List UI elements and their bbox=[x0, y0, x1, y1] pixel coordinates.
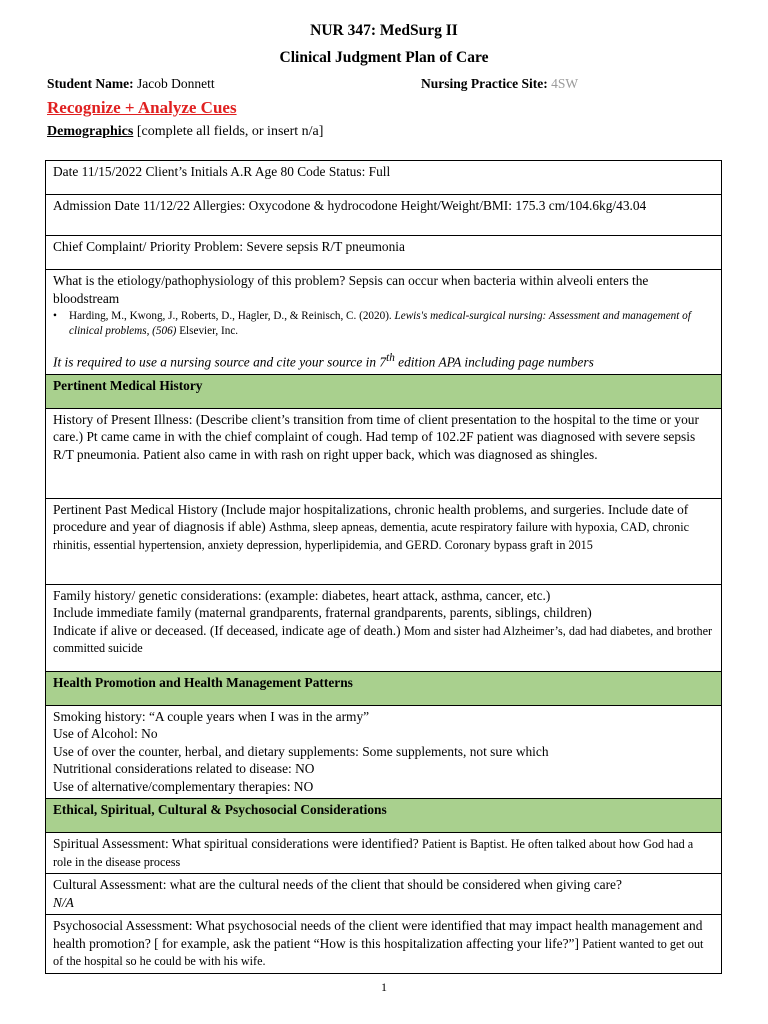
course-title: NUR 347: MedSurg II bbox=[310, 22, 458, 39]
admission-row: Admission Date 11/12/22 Allergies: Oxycodone & hydrocodone Height/Weight/BMI: 175.3 cm/104.6kg/43.04 bbox=[46, 195, 722, 236]
etiology-text: What is the etiology/pathophysiology of this problem? Sepsis can occur when bacteria within alveoli enters the bloodstream bbox=[53, 273, 649, 306]
demographics-note: [complete all fields, or insert n/a] bbox=[133, 124, 324, 139]
cultural-answer: N/A bbox=[53, 894, 74, 910]
table-row bbox=[46, 408, 722, 498]
apa-superscript: th bbox=[386, 352, 395, 364]
cultural-prompt: Cultural Assessment: what are the cultural needs of the client that should be considered when giving care? bbox=[53, 877, 622, 893]
table-row bbox=[46, 874, 722, 915]
demographics-heading bbox=[47, 124, 323, 140]
health-patterns-row bbox=[46, 705, 722, 799]
apa-requirement bbox=[53, 350, 714, 371]
chief-complaint-row: Chief Complaint/ Priority Problem: Severe sepsis R/T pneumonia bbox=[46, 236, 722, 270]
section-pertinent-medical-history: Pertinent Medical History bbox=[46, 374, 722, 408]
date-row: Date 11/15/2022 Client’s Initials A.R Age 80 Code Status: Full bbox=[46, 161, 722, 195]
table-row bbox=[46, 498, 722, 584]
table-row bbox=[46, 671, 722, 705]
spiritual-assessment-row bbox=[46, 833, 722, 874]
present-illness-row: History of Present Illness: (Describe client’s transition from time of client presentation to the hospital to the time or your care.) Pt came came in with the chief complaint of cough. Had temp of 102.2F patient was diagnosed with severe sepsis R/T pneumonia. Patient also came in with rash on right upper back, which was diagnosed as shingles. bbox=[46, 408, 722, 498]
table-row bbox=[46, 915, 722, 974]
table-row bbox=[46, 236, 722, 270]
table-row bbox=[46, 584, 722, 671]
family-history-row bbox=[46, 584, 722, 671]
table-row bbox=[46, 161, 722, 195]
family-history-line bbox=[53, 622, 714, 657]
bullet-icon: • bbox=[53, 310, 57, 322]
psychosocial-answer: Patient wanted to get out of the hospital so he could be with his wife. bbox=[53, 936, 704, 969]
citation-publisher: Elsevier, Inc. bbox=[176, 325, 239, 337]
citation-authors: Harding, M., Kwong, J., Roberts, D., Hagler, D., & Reinisch, C. (2020). bbox=[69, 310, 395, 322]
past-history-answer: Asthma, sleep apneas, dementia, acute respiratory failure with hypoxia, CAD, chronic rhinitis, essential hypertension, anxiety depression, hyperlipidemia, and GERD. Coronary bypass graft in 2015 bbox=[53, 520, 690, 552]
spiritual-answer: Patient is Baptist. He often talked about how God had a role in the disease process bbox=[53, 837, 694, 869]
citation bbox=[53, 309, 714, 339]
table-row bbox=[46, 195, 722, 236]
family-history-line: Family history/ genetic considerations: (example: diabetes, heart attack, asthma, cancer, etc.) bbox=[53, 587, 551, 603]
psychosocial-prompt: Psychosocial Assessment: What psychosocial needs of the client were identified that may impact health management and health promotion? [ for example, ask the patient “How is this hospitalization affecting your life?”] bbox=[53, 918, 703, 951]
nutrition-considerations: Nutritional considerations related to disease: NO bbox=[53, 761, 315, 777]
etiology-row bbox=[46, 270, 722, 375]
table-row bbox=[46, 799, 722, 833]
section-ethical-spiritual: Ethical, Spiritual, Cultural & Psychosocial Considerations bbox=[46, 799, 722, 833]
table-row bbox=[46, 374, 722, 408]
alternative-therapies: Use of alternative/complementary therapies: NO bbox=[53, 778, 314, 794]
student-name bbox=[47, 76, 215, 92]
practice-site bbox=[421, 76, 578, 92]
family-history-prompt: Indicate if alive or deceased. (If deceased, indicate age of death.) bbox=[53, 622, 404, 638]
psychosocial-assessment-row bbox=[46, 915, 722, 974]
demographics-label: Demographics bbox=[47, 124, 134, 139]
alcohol-use: Use of Alcohol: No bbox=[53, 726, 158, 742]
section-health-promotion: Health Promotion and Health Management Patterns bbox=[46, 671, 722, 705]
table-row bbox=[46, 270, 722, 375]
table-row bbox=[46, 705, 722, 799]
family-history-line: Include immediate family (maternal grandparents, fraternal grandparents, parents, siblings, children) bbox=[53, 605, 592, 621]
practice-site-value: 4SW bbox=[551, 76, 579, 91]
student-name-value: Jacob Donnett bbox=[137, 76, 215, 91]
page-number: 1 bbox=[381, 980, 387, 994]
practice-site-label: Nursing Practice Site: bbox=[421, 76, 548, 91]
smoking-history: Smoking history: “A couple years when I was in the army” bbox=[53, 708, 370, 724]
citation-title: Lewis's medical-surgical nursing: Assessment and management of clinical problems, (506) bbox=[69, 310, 691, 337]
apa-text: It is required to use a nursing source and cite your source in 7 bbox=[53, 354, 387, 370]
document-subtitle: Clinical Judgment Plan of Care bbox=[279, 49, 489, 66]
care-plan-table bbox=[45, 160, 722, 974]
family-history-answer: Mom and sister had Alzheimer’s, dad had diabetes, and brother committed suicide bbox=[53, 623, 713, 656]
student-name-label: Student Name: bbox=[47, 76, 134, 91]
supplement-use: Use of over the counter, herbal, and dietary supplements: Some supplements, not sure which bbox=[53, 743, 549, 759]
table-row bbox=[46, 833, 722, 874]
cultural-assessment-row bbox=[46, 874, 722, 915]
past-history-prompt: Pertinent Past Medical History (Include major hospitalizations, chronic health problems, and surgeries. Include date of procedure and year of diagnosis if able) bbox=[53, 501, 689, 535]
past-medical-history-row bbox=[46, 498, 722, 584]
spiritual-prompt: Spiritual Assessment: What spiritual considerations were identified? bbox=[53, 836, 423, 852]
apa-text-end: edition APA including page numbers bbox=[394, 354, 594, 370]
section-heading: Recognize + Analyze Cues bbox=[47, 98, 237, 117]
